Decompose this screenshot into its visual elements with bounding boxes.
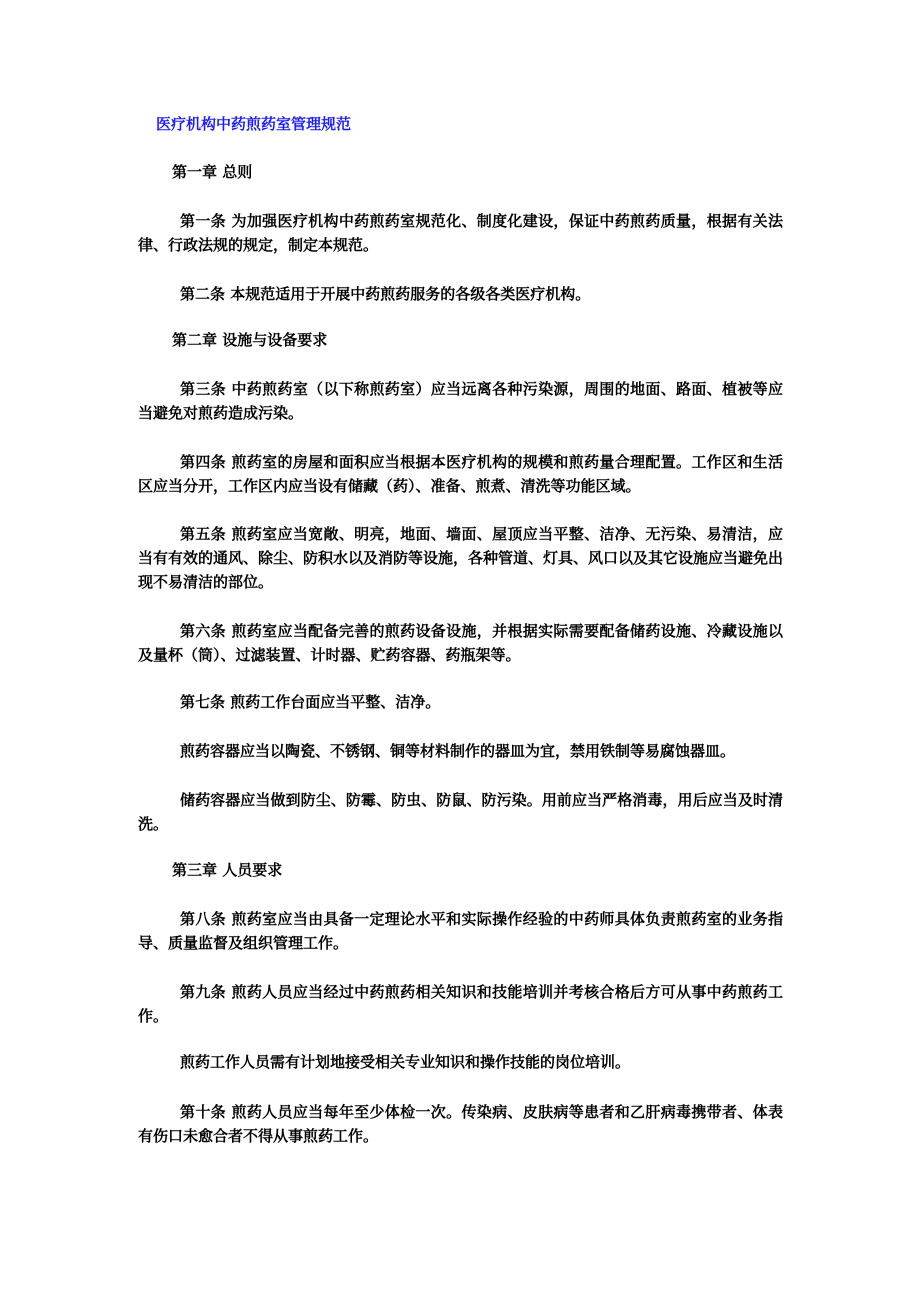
chapter-heading-2: 第二章 设施与设备要求 bbox=[172, 331, 328, 349]
article-4: 第四条 煎药室的房屋和面积应当根据本医疗机构的规模和煎药量合理配置。工作区和生活区应当分开，工作区内应当设有储藏（药）、准备、煎煮、清洗等功能区域。 bbox=[138, 453, 783, 495]
article-9-training-rule: 煎药工作人员需有计划地接受相关专业知识和操作技能的岗位培训。 bbox=[180, 1053, 631, 1071]
article-5: 第五条 煎药室应当宽敞、明亮，地面、墙面、屋顶应当平整、洁净、无污染、易清洁，应当有有效的通风、除尘、防积水以及消防等设施，各种管道、灯具、风口以及其它设施应当避免出现不易清洁的部位。 bbox=[138, 525, 784, 591]
article-7-storage-rule: 储药容器应当做到防尘、防霉、防虫、防鼠、防污染。用前应当严格消毒，用后应当及时清洗。 bbox=[138, 791, 783, 833]
chapter-heading-1: 第一章 总则 bbox=[172, 163, 253, 181]
article-6: 第六条 煎药室应当配备完善的煎药设备设施，并根据实际需要配备储药设施、冷藏设施以及量杯（筒）、过滤装置、计时器、贮药容器、药瓶架等。 bbox=[138, 622, 783, 664]
article-2: 第二条 本规范适用于开展中药煎药服务的各级各类医疗机构。 bbox=[180, 285, 591, 303]
article-7-container-rule: 煎药容器应当以陶瓷、不锈钢、铜等材料制作的器皿为宜，禁用铁制等易腐蚀器皿。 bbox=[180, 742, 736, 760]
article-10: 第十条 煎药人员应当每年至少体检一次。传染病、皮肤病等患者和乙肝病毒携带者、体表有伤口未愈合者不得从事煎药工作。 bbox=[138, 1103, 783, 1145]
document-title: 医疗机构中药煎药室管理规范 bbox=[156, 115, 352, 133]
article-9: 第九条 煎药人员应当经过中药煎药相关知识和技能培训并考核合格后方可从事中药煎药工作。 bbox=[138, 983, 783, 1025]
article-7: 第七条 煎药工作台面应当平整、洁净。 bbox=[180, 693, 441, 711]
article-8: 第八条 煎药室应当由具备一定理论水平和实际操作经验的中药师具体负责煎药室的业务指导、质量监督及组织管理工作。 bbox=[138, 910, 783, 952]
article-3: 第三条 中药煎药室（以下称煎药室）应当远离各种污染源，周围的地面、路面、植被等应当避免对煎药造成污染。 bbox=[138, 380, 783, 422]
chapter-heading-3: 第三章 人员要求 bbox=[172, 861, 283, 879]
article-1: 第一条 为加强医疗机构中药煎药室规范化、制度化建设，保证中药煎药质量，根据有关法律、行政法规的规定，制定本规范。 bbox=[138, 212, 783, 254]
